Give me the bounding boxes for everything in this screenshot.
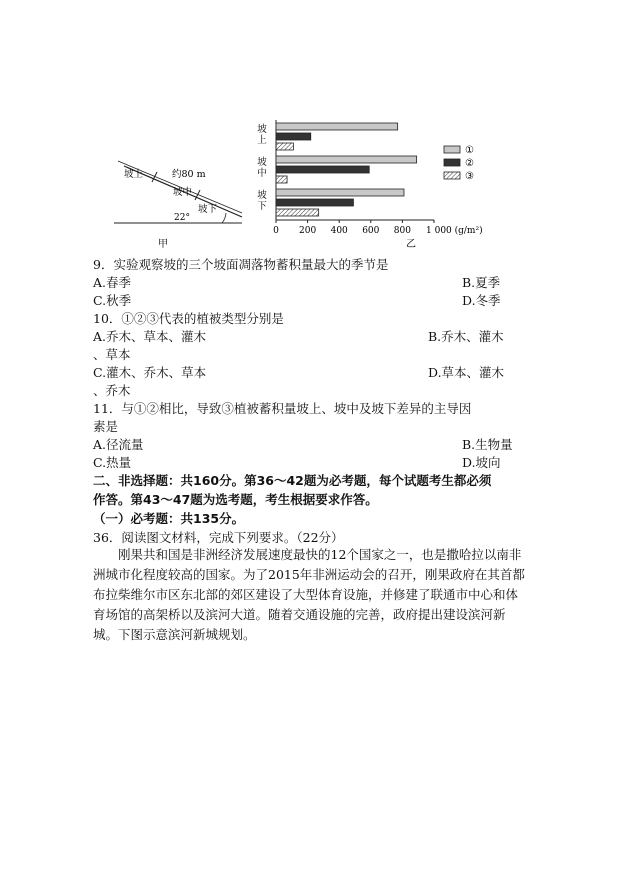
chart-bars	[276, 123, 417, 216]
section2-heading-cont: 作答。第43～47题为选考题，考生根据要求作答。	[93, 492, 378, 507]
bar	[276, 143, 293, 150]
angle-arc	[222, 213, 226, 223]
left-caption: 甲	[158, 239, 168, 250]
q36-stem: 36．阅读图文材料，完成下列要求。（22分）	[93, 530, 344, 545]
bar	[276, 199, 353, 206]
slope-length-label: 约80 m	[172, 169, 206, 180]
figure	[110, 116, 510, 251]
legend-label: ③	[465, 171, 474, 182]
y-category-label: 坡	[257, 190, 267, 201]
x-tick-label: 0	[273, 226, 279, 236]
x-tick-label: 400	[330, 226, 348, 236]
y-category-label: 下	[257, 201, 267, 212]
q11-option-a: A.径流量	[93, 437, 144, 452]
slope-diagram	[110, 116, 245, 251]
bar	[276, 189, 404, 196]
bar	[276, 123, 398, 130]
q9-option-d: D.冬季	[462, 293, 501, 308]
q9-option-b: B.夏季	[462, 275, 501, 290]
q36-passage: 刚果共和国是非洲经济发展速度最快的12个国家之一，也是撒哈拉以南非洲城市化程度较高的国家。为了2015年非洲运动会的召开，刚果政府在其首都布拉柴维尔市区东北部的郊区建设了大型体育设施，并修建了联通市中心和体育场馆的高架桥以及滨河大道。随着交通设施的完善，政府提出建设滨河新城。下图示意滨河新城规划。	[93, 547, 525, 642]
q9-option-c: C.秋季	[93, 293, 132, 308]
bar	[276, 166, 369, 173]
q11-option-b: B.生物量	[462, 437, 513, 452]
section2-sub: （一）必考题：共135分。	[93, 511, 245, 526]
legend-label: ②	[465, 158, 474, 169]
q9-option-a: A.春季	[93, 275, 132, 290]
right-caption: 乙	[406, 239, 416, 250]
slope-middle-label: 坡中	[173, 187, 193, 198]
legend-swatch	[444, 172, 460, 179]
legend-swatch	[444, 159, 460, 166]
q10-option-d: D.草本、灌木	[428, 365, 505, 380]
q10-option-b: B.乔木、灌木	[428, 329, 504, 344]
slope-upper-label: 坡上	[124, 169, 144, 180]
q10-option-c: C.灌木、乔木、草本	[93, 365, 207, 380]
q10-option-a: A.乔木、草本、灌木	[93, 329, 207, 344]
q10-option-d-cont: 、乔木	[93, 383, 131, 398]
slope-angle-label: 22°	[174, 213, 190, 223]
bar	[276, 209, 319, 216]
q10-option-b-cont: 、草本	[93, 347, 131, 362]
y-category-label: 坡	[257, 124, 267, 135]
bar	[276, 133, 311, 140]
x-tick-label: 800	[393, 226, 411, 236]
q11-option-c: C.热量	[93, 455, 132, 470]
y-category-label: 上	[257, 135, 267, 146]
legend-label: ①	[465, 145, 474, 156]
section2-heading: 二、非选择题：共160分。第36～42题为必考题，每个试题考生都必须	[93, 473, 492, 488]
bar	[276, 156, 417, 163]
q10-stem: 10．①②③代表的植被类型分别是	[93, 311, 284, 326]
q11-stem: 11．与①②相比，导致③植被蓄积量坡上、坡中及坡下差异的主导因	[93, 401, 472, 416]
legend-swatch	[444, 146, 460, 153]
y-category-label: 坡	[257, 157, 267, 168]
q9-stem: 9．实验观察坡的三个坡面凋落物蓄积量最大的季节是	[93, 257, 389, 272]
x-tick-label: 1 000 (g/m²)	[426, 226, 483, 236]
x-tick-label: 600	[362, 226, 380, 236]
chart-legend	[444, 145, 474, 182]
q11-option-d: D.坡向	[462, 455, 501, 470]
y-category-label: 中	[257, 168, 267, 179]
bar	[276, 176, 287, 183]
bar-chart	[246, 116, 510, 251]
q11-stem-cont: 素是	[93, 419, 119, 434]
slope-lower-label: 坡下	[198, 204, 218, 215]
x-tick-label: 200	[299, 226, 317, 236]
